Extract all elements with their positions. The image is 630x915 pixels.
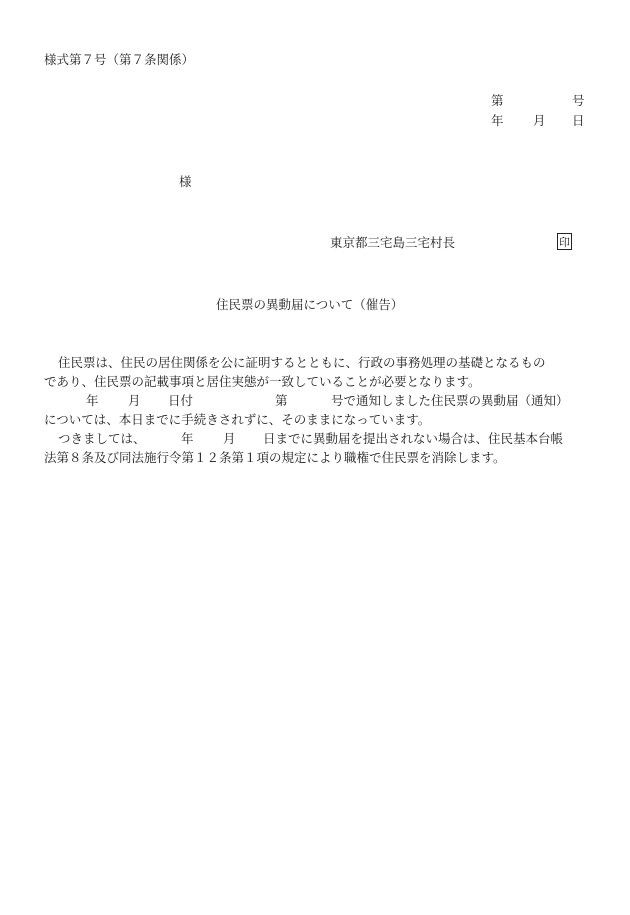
body-line (44, 429, 590, 448)
body-month-label: 月 (128, 393, 141, 408)
date-month-label: 月 (533, 113, 546, 128)
seal-stamp: 印 (557, 233, 572, 250)
body-year-label: 年 (86, 393, 99, 408)
body-line (44, 448, 590, 467)
body-line (44, 372, 590, 391)
body-line-text: 号で通知しました住民票の異動届（通知） (331, 393, 569, 408)
body-number-prefix: 第 (275, 393, 288, 408)
number-suffix: 号 (572, 93, 585, 108)
body-line-text: 日までに異動届を提出されない場合は、住民基本台帳 (263, 431, 564, 446)
body-line-text: つきましては、 (58, 431, 146, 446)
body-month-label: 月 (223, 431, 236, 446)
body-date-label: 日付 (168, 393, 194, 408)
date-day-label: 日 (572, 113, 585, 128)
addressee-honorific: 様 (179, 174, 192, 189)
body-line-text: 住民票は、住民の居住関係を公に証明するとともに、行政の事務処理の基礎となるもの (58, 355, 546, 370)
body-line (44, 410, 590, 429)
body-year-label: 年 (181, 431, 194, 446)
form-label: 様式第７号（第７条関係） (44, 52, 195, 67)
number-prefix: 第 (491, 93, 504, 108)
body-line (44, 353, 590, 372)
issuer-name: 東京都三宅島三宅村長 (330, 235, 456, 250)
document-title: 住民票の異動届について（催告） (216, 297, 404, 312)
body-line-text: であり、住民票の記載事項と居住実態が一致していることが必要となります。 (44, 374, 481, 389)
date-year-label: 年 (491, 113, 504, 128)
body-line-text: 法第８条及び同法施行令第１２条第１項の規定により職権で住民票を消除します。 (44, 450, 506, 465)
body-line-text: については、本日までに手続きされずに、そのままになっています。 (44, 412, 431, 427)
body-text (44, 353, 590, 467)
body-line (44, 391, 590, 410)
